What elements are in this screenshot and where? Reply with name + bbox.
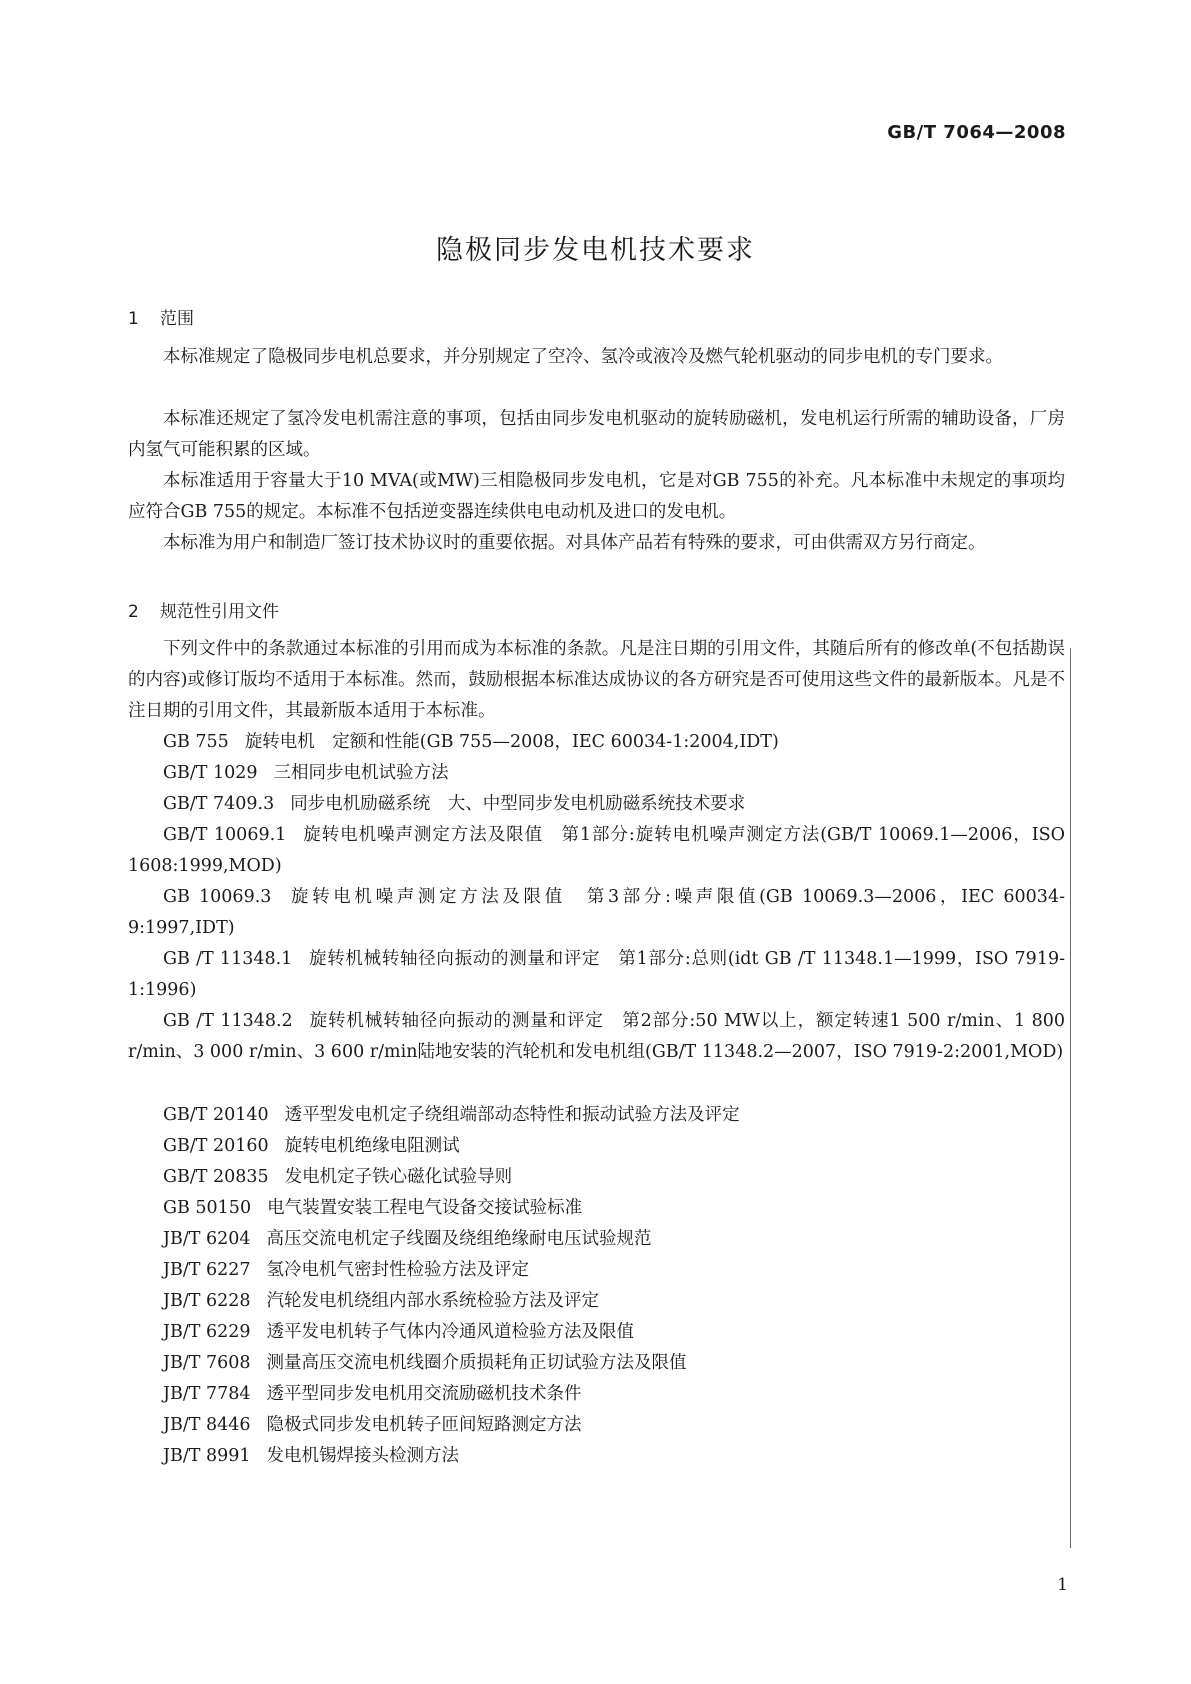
section-1-heading (128, 304, 194, 329)
section-1-title: 范围 (160, 309, 194, 329)
reference-item: JB/T 8446 隐极式同步发电机转子匝间短路测定方法 (163, 1415, 582, 1435)
reference-item: JB/T 7784 透平型同步发电机用交流励磁机技术条件 (163, 1384, 582, 1404)
reference-item: JB/T 6229 透平发电机转子气体内冷通风道检验方法及限值 (163, 1322, 635, 1342)
reference-item: GB/T 10069.1 旋转电机噪声测定方法及限值 第1部分:旋转电机噪声测定方法(GB/T 10069.1—2006，ISO 1608:1999,MOD) (128, 825, 1065, 876)
reference-item: JB/T 7608 测量高压交流电机线圈介质损耗角正切试验方法及限值 (163, 1353, 687, 1373)
section-1-number: 1 (128, 309, 139, 329)
reference-item: GB/T 20835 发电机定子铁心磁化试验导则 (163, 1167, 513, 1187)
section-1-paragraph: 本标准适用于容量大于10 MVA(或MW)三相隐极同步发电机，它是对GB 755的补充。凡本标准中未规定的事项均应符合GB 755的规定。本标准不包括逆变器连续供电电动机及进口的发电机。 (128, 471, 1065, 522)
reference-item: JB/T 6227 氢冷电机气密封性检验方法及评定 (163, 1260, 530, 1280)
revision-bar (1070, 648, 1071, 1548)
reference-item: GB 10069.3 旋转电机噪声测定方法及限值 第3部分:噪声限值(GB 10069.3—2006，IEC 60034-9:1997,IDT) (128, 887, 1065, 938)
section-2-title: 规范性引用文件 (160, 602, 279, 622)
document-title: 隐极同步发电机技术要求 (436, 235, 755, 266)
standard-number: GB/T 7064—2008 (887, 122, 1066, 143)
reference-item: GB/T 7409.3 同步电机励磁系统 大、中型同步发电机励磁系统技术要求 (163, 794, 746, 814)
reference-item: GB /T 11348.1 旋转机械转轴径向振动的测量和评定 第1部分:总则(idt GB /T 11348.1—1999，ISO 7919-1:1996) (128, 949, 1065, 1000)
page-number: 1 (1057, 1575, 1068, 1595)
reference-item: GB 50150 电气装置安装工程电气设备交接试验标准 (163, 1198, 583, 1218)
section-1-paragraph: 本标准还规定了氢冷发电机需注意的事项，包括由同步发电机驱动的旋转励磁机，发电机运行所需的辅助设备，厂房内氢气可能积累的区域。 (128, 409, 1065, 460)
reference-item: JB/T 6228 汽轮发电机绕组内部水系统检验方法及评定 (163, 1291, 600, 1311)
reference-item: GB/T 20140 透平型发电机定子绕组端部动态特性和振动试验方法及评定 (163, 1105, 740, 1125)
section-1-paragraph: 本标准规定了隐极同步电机总要求，并分别规定了空冷、氢冷或液冷及燃气轮机驱动的同步电机的专门要求。 (163, 347, 1003, 367)
reference-item: GB /T 11348.2 旋转机械转轴径向振动的测量和评定 第2部分:50 MW以上，额定转速1 500 r/min、1 800 r/min、3 000 r/min、3 600 r/min陆地安装的汽轮机和发电机组(GB/T 11348.2—2007，ISO 7919-2:2001,MOD) (128, 1011, 1065, 1062)
section-1-paragraph: 本标准为用户和制造厂签订技术协议时的重要依据。对具体产品若有特殊的要求，可由供需双方另行商定。 (163, 533, 986, 553)
section-2-intro: 下列文件中的条款通过本标准的引用而成为本标准的条款。凡是注日期的引用文件，其随后所有的修改单(不包括勘误的内容)或修订版均不适用于本标准。然而，鼓励根据本标准达成协议的各方研究是否可使用这些文件的最新版本。凡是不注日期的引用文件，其最新版本适用于本标准。 (128, 639, 1065, 721)
reference-item: JB/T 6204 高压交流电机定子线圈及绕组绝缘耐电压试验规范 (163, 1229, 652, 1249)
reference-item: GB/T 1029 三相同步电机试验方法 (163, 763, 449, 783)
section-2-number: 2 (128, 602, 139, 622)
reference-item: GB/T 20160 旋转电机绝缘电阻测试 (163, 1136, 460, 1156)
reference-item: GB 755 旋转电机 定额和性能(GB 755—2008，IEC 60034-1:2004,IDT) (163, 732, 779, 752)
reference-item: JB/T 8991 发电机锡焊接头检测方法 (163, 1446, 460, 1466)
section-2-heading (128, 597, 279, 622)
